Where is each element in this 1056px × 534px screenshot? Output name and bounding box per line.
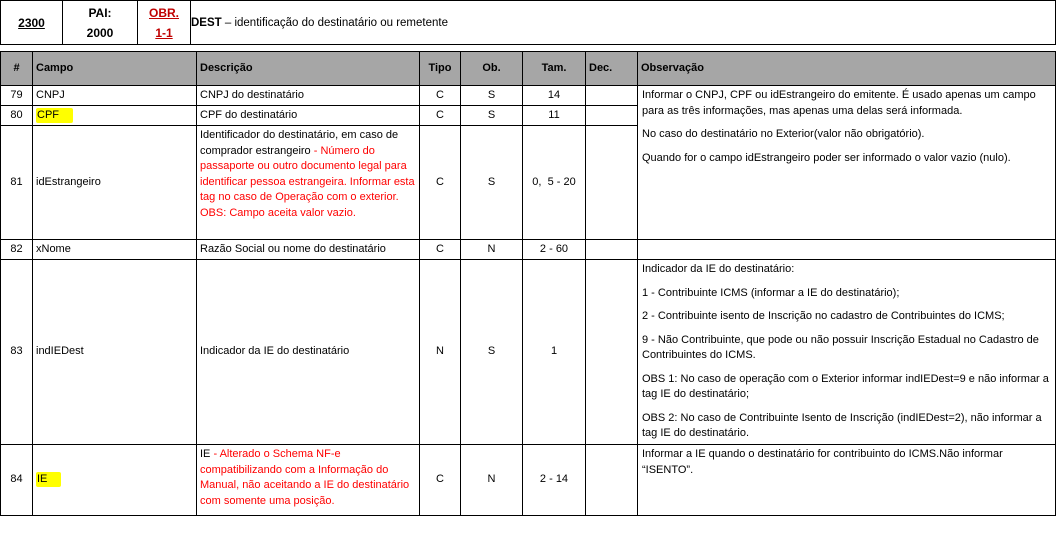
col-header-dec: Dec. — [586, 52, 638, 86]
cell-campo — [33, 445, 197, 516]
cell-descricao: Indicador da IE do destinatário — [197, 260, 420, 445]
cell-tipo: N — [420, 260, 461, 445]
cell-descricao: CNPJ do destinatário — [197, 86, 420, 106]
cell-campo: CNPJ — [33, 86, 197, 106]
observacao-paragraph: OBS 1: No caso de operação com o Exterior informar indIEDest=9 e não informar a tag IE do destinatário; — [642, 372, 1049, 400]
col-header-tam: Tam. — [523, 52, 586, 86]
cell-dec — [586, 86, 638, 106]
table-row-82 — [1, 240, 1056, 260]
cell-dec — [586, 445, 638, 516]
cell-ob: S — [461, 126, 523, 240]
highlighted-field-name: CPF — [36, 108, 73, 123]
col-header-tipo: Tipo — [420, 52, 461, 86]
cell-num: 83 — [1, 260, 33, 445]
cell-observacao-84 — [638, 445, 1056, 516]
dest-tag: DEST — [191, 16, 222, 29]
cell-tipo: C — [420, 126, 461, 240]
cell-ob: S — [461, 106, 523, 126]
group-id-cell — [1, 1, 63, 45]
descricao-black-part: IE — [200, 448, 214, 460]
cell-tam: 1 — [523, 260, 586, 445]
cell-observacao-merged-79-81 — [638, 86, 1056, 240]
fields-table — [0, 51, 1056, 516]
cell-tipo: C — [420, 106, 461, 126]
cell-ob: N — [461, 445, 523, 516]
cell-num: 82 — [1, 240, 33, 260]
cell-ob: S — [461, 86, 523, 106]
cell-tipo: C — [420, 86, 461, 106]
cell-tam: 2 - 60 — [523, 240, 586, 260]
pai-cell — [63, 1, 138, 45]
cell-dec — [586, 126, 638, 240]
cell-campo: indIEDest — [33, 260, 197, 445]
cell-observacao-empty — [638, 240, 1056, 260]
cell-descricao: CPF do destinatário — [197, 106, 420, 126]
cell-dec — [586, 240, 638, 260]
cell-num: 80 — [1, 106, 33, 126]
cell-num: 81 — [1, 126, 33, 240]
observacao-paragraph: 1 - Contribuinte ICMS (informar a IE do destinatário); — [642, 286, 900, 299]
observacao-paragraph: Informar o CNPJ, CPF ou idEstrangeiro do emitente. É usado apenas um campo para as três informações, mas apenas uma delas será informada. — [642, 89, 1036, 117]
observacao-paragraph: No caso do destinatário no Exterior(valor não obrigatório). — [642, 128, 925, 140]
cell-campo — [33, 106, 197, 126]
cell-descricao — [197, 126, 420, 240]
table-row-83 — [1, 260, 1056, 445]
observacao-paragraph: Informar a IE quando o destinatário for contribuinto do ICMS.Não informar “ISENTO”. — [642, 448, 1003, 476]
observacao-paragraph: Quando for o campo idEstrangeiro poder ser informado o valor vazio (nulo). — [642, 151, 1011, 164]
cell-dec — [586, 106, 638, 126]
col-header-campo: Campo — [33, 52, 197, 86]
descricao-black-part: Identificador do destinatário, em caso de comprador estrangeiro — [200, 129, 399, 157]
cell-tam: 11 — [523, 106, 586, 126]
obr-value: 1-1 — [155, 25, 173, 40]
col-header-observacao: Observação — [638, 52, 1056, 86]
obr-label: OBR. — [149, 5, 179, 20]
descricao-red-part: - Alterado o Schema NF-e compatibilizando com a Informação do Manual, não aceitando a IE do destinatário com somente uma posição. — [200, 448, 410, 507]
cell-tipo: C — [420, 445, 461, 516]
table-row-84 — [1, 445, 1056, 516]
cell-tipo: C — [420, 240, 461, 260]
cell-tam: 14 — [523, 86, 586, 106]
group-id: 2300 — [18, 15, 45, 30]
pai-label: PAI: — [88, 5, 112, 20]
highlighted-field-name: IE — [36, 472, 61, 487]
table-header-row — [1, 52, 1056, 86]
cell-dec — [586, 260, 638, 445]
dest-title-cell — [191, 1, 1056, 45]
cell-num: 84 — [1, 445, 33, 516]
col-header-ob: Ob. — [461, 52, 523, 86]
obr-cell — [138, 1, 191, 45]
dest-description: – identificação do destinatário ou remetente — [221, 16, 448, 29]
cell-descricao: Razão Social ou nome do destinatário — [197, 240, 420, 260]
observacao-paragraph: OBS 2: No caso de Contribuinte Isento de Inscrição (indIEDest=2), não informar a tag IE do destinatário. — [642, 411, 1042, 439]
table-row-79 — [1, 86, 1056, 106]
cell-campo: xNome — [33, 240, 197, 260]
cell-tam: 2 - 14 — [523, 445, 586, 516]
col-header-descricao: Descrição — [197, 52, 420, 86]
pai-value: 2000 — [86, 25, 114, 40]
cell-descricao — [197, 445, 420, 516]
cell-campo: idEstrangeiro — [33, 126, 197, 240]
col-header-num: # — [1, 52, 33, 86]
observacao-paragraph: 2 - Contribuinte isento de Inscrição no cadastro de Contribuintes do ICMS; — [642, 310, 1005, 322]
cell-ob: N — [461, 240, 523, 260]
cell-ob: S — [461, 260, 523, 445]
descricao-red-part: - Número do passaporte ou outro documento legal para identificar pessoa estrangeira. Informar esta tag no caso de Operação com o exterior. OBS: Campo aceita valor vazio. — [200, 144, 415, 219]
section-title-block — [0, 0, 1056, 45]
cell-num: 79 — [1, 86, 33, 106]
cell-tam: 0, 5 - 20 — [523, 126, 586, 240]
observacao-paragraph: 9 - Não Contribuinte, que pode ou não possuir Inscrição Estadual no Cadastro de Contribuintes do ICMS. — [642, 333, 1039, 361]
observacao-paragraph: Indicador da IE do destinatário: — [642, 263, 795, 275]
cell-observacao-83 — [638, 260, 1056, 445]
